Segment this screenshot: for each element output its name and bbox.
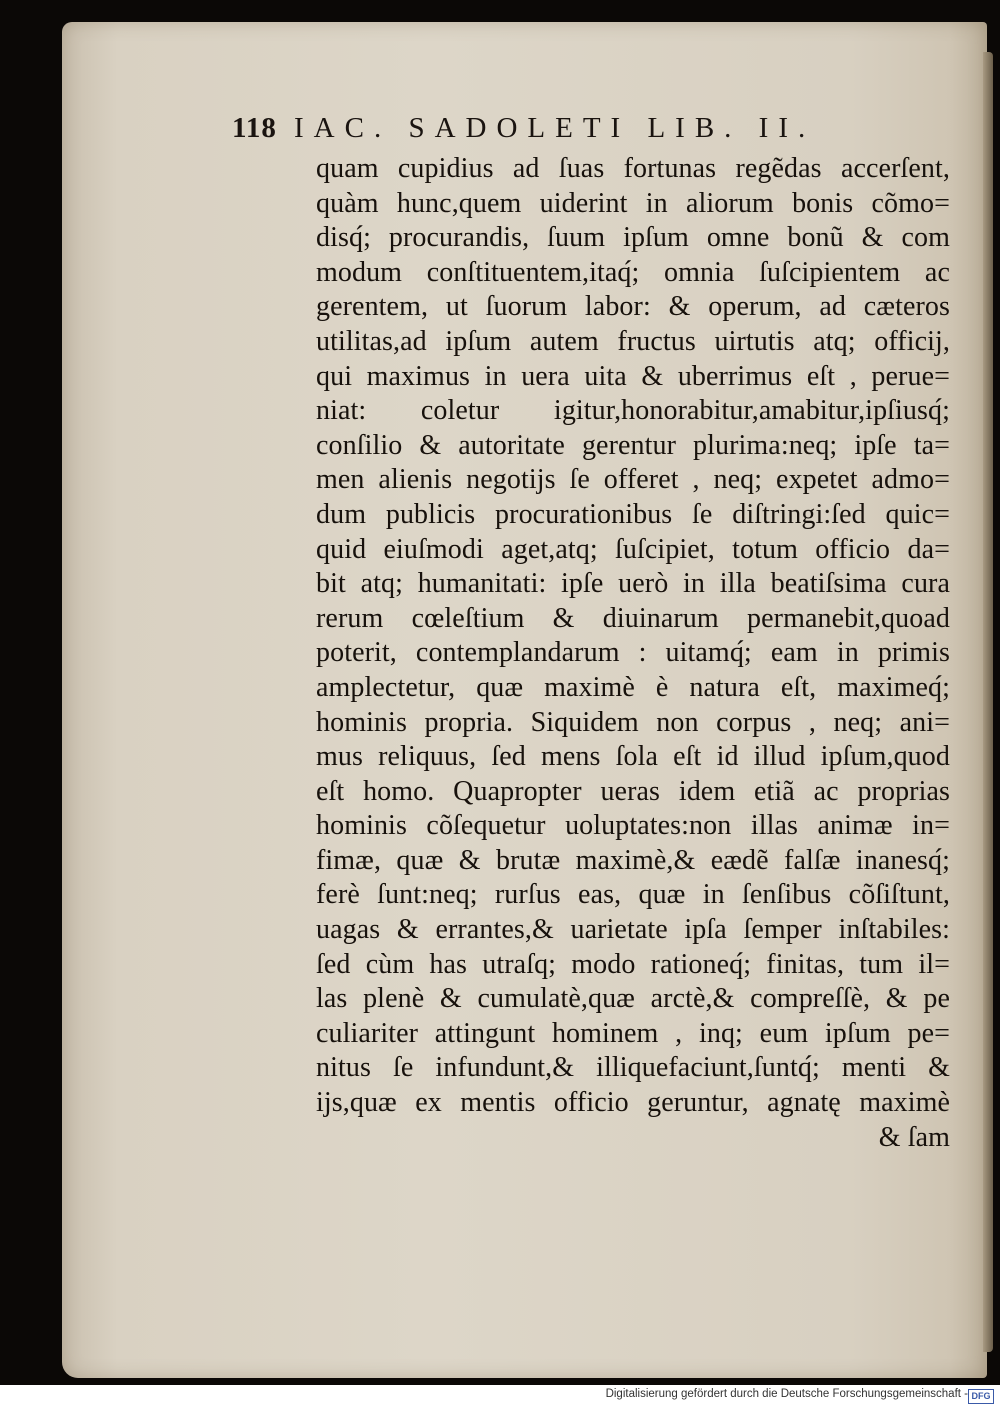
- text-line: nitus ſe infundunt,& illiquefaciunt,ſuntq́; menti &: [316, 1052, 950, 1084]
- funding-credit: Digitalisierung gefördert durch die Deutsche Forschungsgemeinschaft -: [605, 1388, 968, 1400]
- text-line: hominis cõſequetur uoluptates:non illas animæ in=: [316, 810, 950, 842]
- text-line: amplectetur, quæ maximè è natura eſt, maximeq́;: [316, 671, 950, 703]
- body-text: [316, 152, 950, 1155]
- text-line: fimæ, quæ & brutæ maximè,& eædẽ falſæ inanesq́;: [316, 844, 950, 876]
- text-line: mus reliquus, ſed mens ſola eſt id illud ipſum,quod: [316, 741, 950, 773]
- text-line: quam cupidius ad ſuas fortunas regẽdas accerſent,: [316, 153, 950, 184]
- text-line: eſt homo. Quapropter ueras idem etiã ac proprias: [316, 775, 950, 807]
- text-line: disq́; procurandis, ſuum ipſum omne bonũ & com: [316, 222, 950, 254]
- catchword: & ſam: [878, 1121, 950, 1153]
- text-line: utilitas,ad ipſum autem fructus uirtutis atq; officij,: [316, 325, 950, 357]
- running-head: [232, 112, 932, 152]
- text-line: qui maximus in uera uita & uberrimus eſt , perue=: [316, 360, 950, 392]
- text-line: ferè ſunt:neq; rurſus eas, quæ in ſenſibus cõſiſtunt,: [316, 879, 950, 911]
- text-line: quid eiuſmodi aget,atq; ſuſcipiet, totum officio da=: [316, 533, 950, 565]
- page-edge: [983, 52, 993, 1352]
- text-line: ſed cùm has utraſq; modo rationeq́; finitas, tum il=: [316, 948, 950, 980]
- text-line: conſilio & autoritate gerentur plurima:neq; ipſe ta=: [316, 429, 950, 461]
- text-line: rerum cœleſtium & diuinarum permanebit,quoad: [316, 602, 950, 634]
- text-line: culiariter attingunt hominem , inq; eum ipſum pe=: [316, 1017, 950, 1049]
- text-line: las plenè & cumulatè,quæ arctè,& compreſſè, & pe: [316, 983, 950, 1015]
- text-line: bit atq; humanitati: ipſe uerò in illa beatiſsima cura: [316, 568, 950, 600]
- text-line: modum conſtituentem,itaq́; omnia ſuſcipientem ac: [316, 256, 950, 288]
- running-title: IAC. SADOLETI LIB. II.: [294, 112, 816, 144]
- text-line: hominis propria. Siquidem non corpus , neq; ani=: [316, 706, 950, 738]
- text-line: quàm hunc,quem uiderint in aliorum bonis cõmo=: [316, 187, 950, 219]
- text-line: gerentem, ut ſuorum labor: & operum, ad cæteros: [316, 291, 950, 323]
- text-line: ijs,quæ ex mentis officio geruntur, agnatę maximè: [316, 1087, 950, 1119]
- text-line: uagas & errantes,& uarietate ipſa ſemper inſtabiles:: [316, 914, 950, 946]
- text-line: poterit, contemplandarum : uitamq́; eam in primis: [316, 637, 950, 669]
- bleed-through-text: [300, 1124, 560, 1146]
- dfg-logo: DFG: [968, 1389, 994, 1404]
- text-line: niat: coletur igitur,honorabitur,amabitur,ipſiusq́;: [316, 395, 950, 427]
- text-line: dum publicis procurationibus ſe diſtringi:ſed quic=: [316, 498, 950, 530]
- page-number: 118: [232, 112, 277, 144]
- text-line: men alienis negotijs ſe offeret , neq; expetet admo=: [316, 464, 950, 496]
